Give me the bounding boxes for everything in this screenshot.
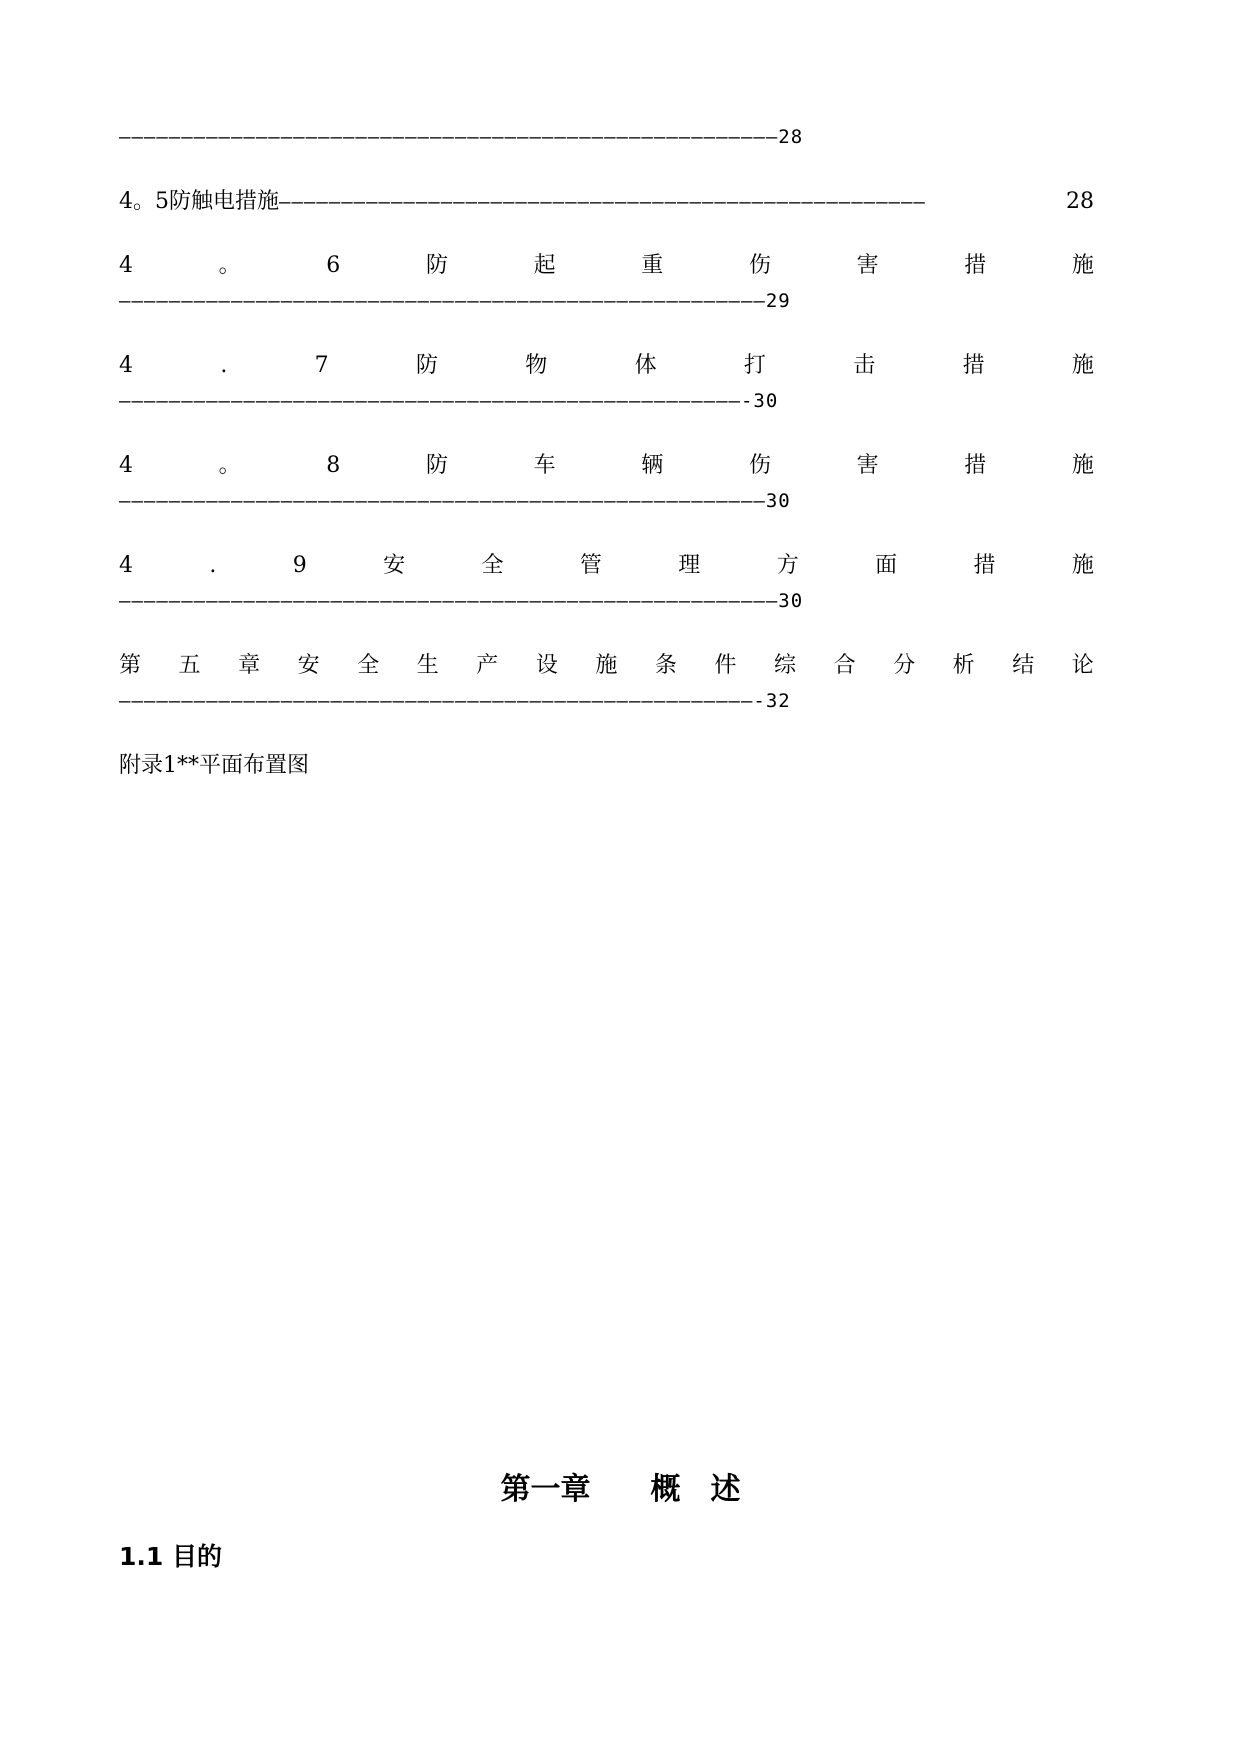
toc-char: 综 [774, 653, 797, 678]
toc-char: 面 [875, 553, 898, 578]
toc-char: 施 [1071, 453, 1094, 478]
toc-char: 生 [416, 653, 439, 678]
toc-char: 分 [893, 653, 916, 678]
toc-entry-4-6-leader: ————————————————————————————————————————————————————29 [119, 290, 791, 312]
toc-char: 合 [833, 653, 856, 678]
toc-entry-4-8[interactable] [119, 451, 1094, 481]
toc-char: 五 [178, 653, 201, 678]
toc-char: 物 [525, 353, 548, 378]
toc-char: 4 [119, 353, 133, 378]
toc-entry-4-7[interactable] [119, 351, 1094, 381]
toc-page-number: 28 [1066, 189, 1094, 214]
toc-char: 理 [678, 553, 701, 578]
toc-char: 施 [1071, 353, 1094, 378]
toc-char: 4 [119, 553, 133, 578]
toc-char: 防 [425, 453, 448, 478]
toc-char: 论 [1071, 653, 1094, 678]
toc-char: 产 [476, 653, 499, 678]
toc-char: 伤 [748, 253, 771, 278]
toc-char: 全 [357, 653, 380, 678]
toc-char: 4 [119, 253, 133, 278]
toc-entry-chapter-5-leader: ———————————————————————————————————————————————————-32 [119, 690, 791, 712]
toc-char: 施 [595, 653, 618, 678]
toc-char: 件 [714, 653, 737, 678]
toc-char: 害 [856, 253, 879, 278]
toc-char: 施 [1071, 553, 1094, 578]
toc-char: 重 [641, 253, 664, 278]
toc-char: 设 [535, 653, 558, 678]
toc-char: 安 [383, 553, 406, 578]
toc-char: 施 [1071, 253, 1094, 278]
toc-char: 措 [973, 553, 996, 578]
toc-char: 措 [962, 353, 985, 378]
toc-char: 4 [119, 453, 133, 478]
chapter-title: 第一章 概 述 [500, 1472, 741, 1507]
toc-char: 车 [533, 453, 556, 478]
toc-entry-4-9-leader: —————————————————————————————————————————————————————30 [119, 590, 804, 612]
toc-char: 章 [238, 653, 261, 678]
toc-char: 措 [964, 253, 987, 278]
toc-char: 管 [579, 553, 602, 578]
toc-entry-appendix[interactable]: 附录1**平面布置图 [119, 753, 309, 778]
toc-char: 。 [218, 253, 241, 278]
toc-entry-chapter-5[interactable] [119, 651, 1094, 681]
toc-char: 伤 [748, 453, 771, 478]
toc-entry-4-6[interactable] [119, 251, 1094, 281]
toc-char: . [209, 553, 217, 578]
toc-char: 辆 [641, 453, 664, 478]
toc-char: 结 [1012, 653, 1035, 678]
toc-char: 措 [964, 453, 987, 478]
toc-char: 9 [292, 553, 307, 578]
toc-entry-4-5[interactable] [119, 187, 1094, 217]
toc-entry-4-9[interactable] [119, 551, 1094, 581]
toc-char: 8 [326, 453, 341, 478]
toc-entry-4-7-leader: ——————————————————————————————————————————————————-30 [119, 390, 779, 412]
toc-char: 全 [481, 553, 504, 578]
toc-char: 6 [326, 253, 341, 278]
toc-char: . [220, 353, 228, 378]
toc-char: 防 [425, 253, 448, 278]
toc-leader: ———————————————————————————————————————————————————— [279, 191, 926, 213]
toc-entry-4-4-leader: —————————————————————————————————————————————————————28 [119, 126, 804, 148]
toc-entry-4-8-leader: ————————————————————————————————————————————————————30 [119, 490, 791, 512]
toc-char: 第 [119, 653, 142, 678]
toc-char: 7 [314, 353, 329, 378]
section-title: 1.1 目的 [119, 1542, 222, 1571]
toc-char: 安 [297, 653, 320, 678]
toc-char: 防 [415, 353, 438, 378]
toc-char: 击 [853, 353, 876, 378]
toc-char: 打 [743, 353, 766, 378]
toc-char: 析 [952, 653, 975, 678]
toc-char: 方 [776, 553, 799, 578]
toc-char: 起 [533, 253, 556, 278]
toc-char: 害 [856, 453, 879, 478]
toc-char: 条 [654, 653, 677, 678]
toc-char: 。 [218, 453, 241, 478]
toc-entry-label: 4。5防触电措施 [119, 189, 279, 214]
toc-char: 体 [634, 353, 657, 378]
